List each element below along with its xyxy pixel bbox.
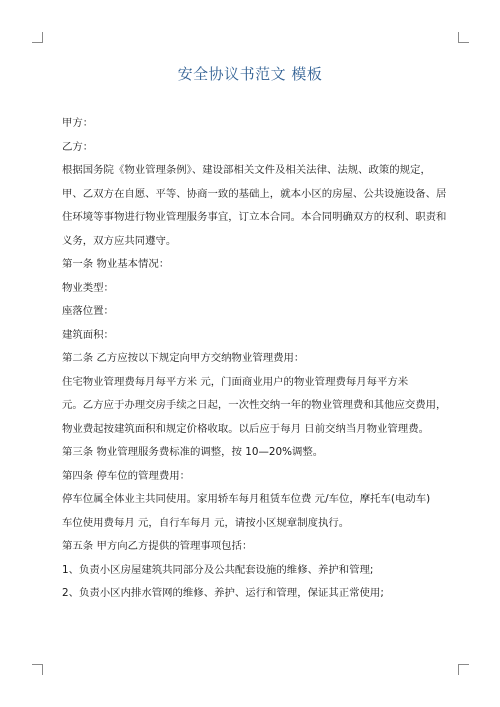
field-line: 座落位置： bbox=[62, 305, 114, 317]
article-text-line: 住宅物业管理费每月每平方米 元，门面商业用户的物业管理费每月每平方米 bbox=[62, 375, 409, 388]
party-a-line: 甲方： bbox=[62, 117, 94, 129]
preamble-line: 义务，双方应共同遵守。 bbox=[62, 234, 177, 247]
article-heading: 第一条 物业基本情况： bbox=[62, 258, 170, 270]
article-text-line: 停车位属全体业主共同使用。家用轿车每月租赁车位费 元/车位，摩托车(电动车) bbox=[62, 493, 431, 505]
article-text-line: 车位使用费每月 元，自行车每月 元，请按小区规章制度执行。 bbox=[62, 516, 350, 529]
document-body bbox=[62, 112, 446, 606]
article-text-line: 物业费起按建筑面积和规定价格收取。以后应于每月 日前交纳当月物业管理费。 bbox=[62, 422, 429, 435]
crop-mark-bottom-right bbox=[458, 664, 469, 675]
field-line: 建筑面积： bbox=[62, 328, 114, 341]
preamble-line: 甲、乙双方在自愿、平等、协商一致的基础上，就本小区的房屋、公共设施设备、居 bbox=[62, 187, 447, 200]
crop-mark-top-right bbox=[458, 32, 469, 43]
list-item: 1、负责小区房屋建筑共同部分及公共配套设施的维修、养护和管理; bbox=[62, 563, 374, 576]
article-heading: 第三条 物业管理服务费标准的调整，按 10—20%调整。 bbox=[62, 446, 324, 458]
crop-mark-bottom-left bbox=[32, 664, 43, 675]
article-heading: 第四条 停车位的管理费用： bbox=[62, 469, 190, 482]
list-item: 2、负责小区内排水管网的维修、养护、运行和管理，保证其正常使用; bbox=[62, 587, 384, 599]
preamble-line: 根据国务院《物业管理条例》、建设部相关文件及相关法律、法规、政策的规定， bbox=[62, 164, 431, 176]
preamble-line: 住环境等事物进行物业管理服务事宜，订立本合同。本合同明确双方的权利、职责和 bbox=[62, 211, 447, 223]
document-title: 安全协议书范文 模板 bbox=[177, 65, 323, 83]
crop-mark-top-left bbox=[32, 32, 43, 43]
party-b-line: 乙方： bbox=[62, 140, 94, 153]
article-heading: 第二条 乙方应按以下规定向甲方交纳物业管理费用： bbox=[62, 352, 305, 364]
article-text-line: 元。乙方应于办理交房手续之日起，一次性交纳一年的物业管理费和其他应交费用， bbox=[62, 399, 447, 411]
article-heading: 第五条 甲方向乙方提供的管理事项包括： bbox=[62, 540, 253, 552]
field-line: 物业类型： bbox=[62, 281, 114, 294]
